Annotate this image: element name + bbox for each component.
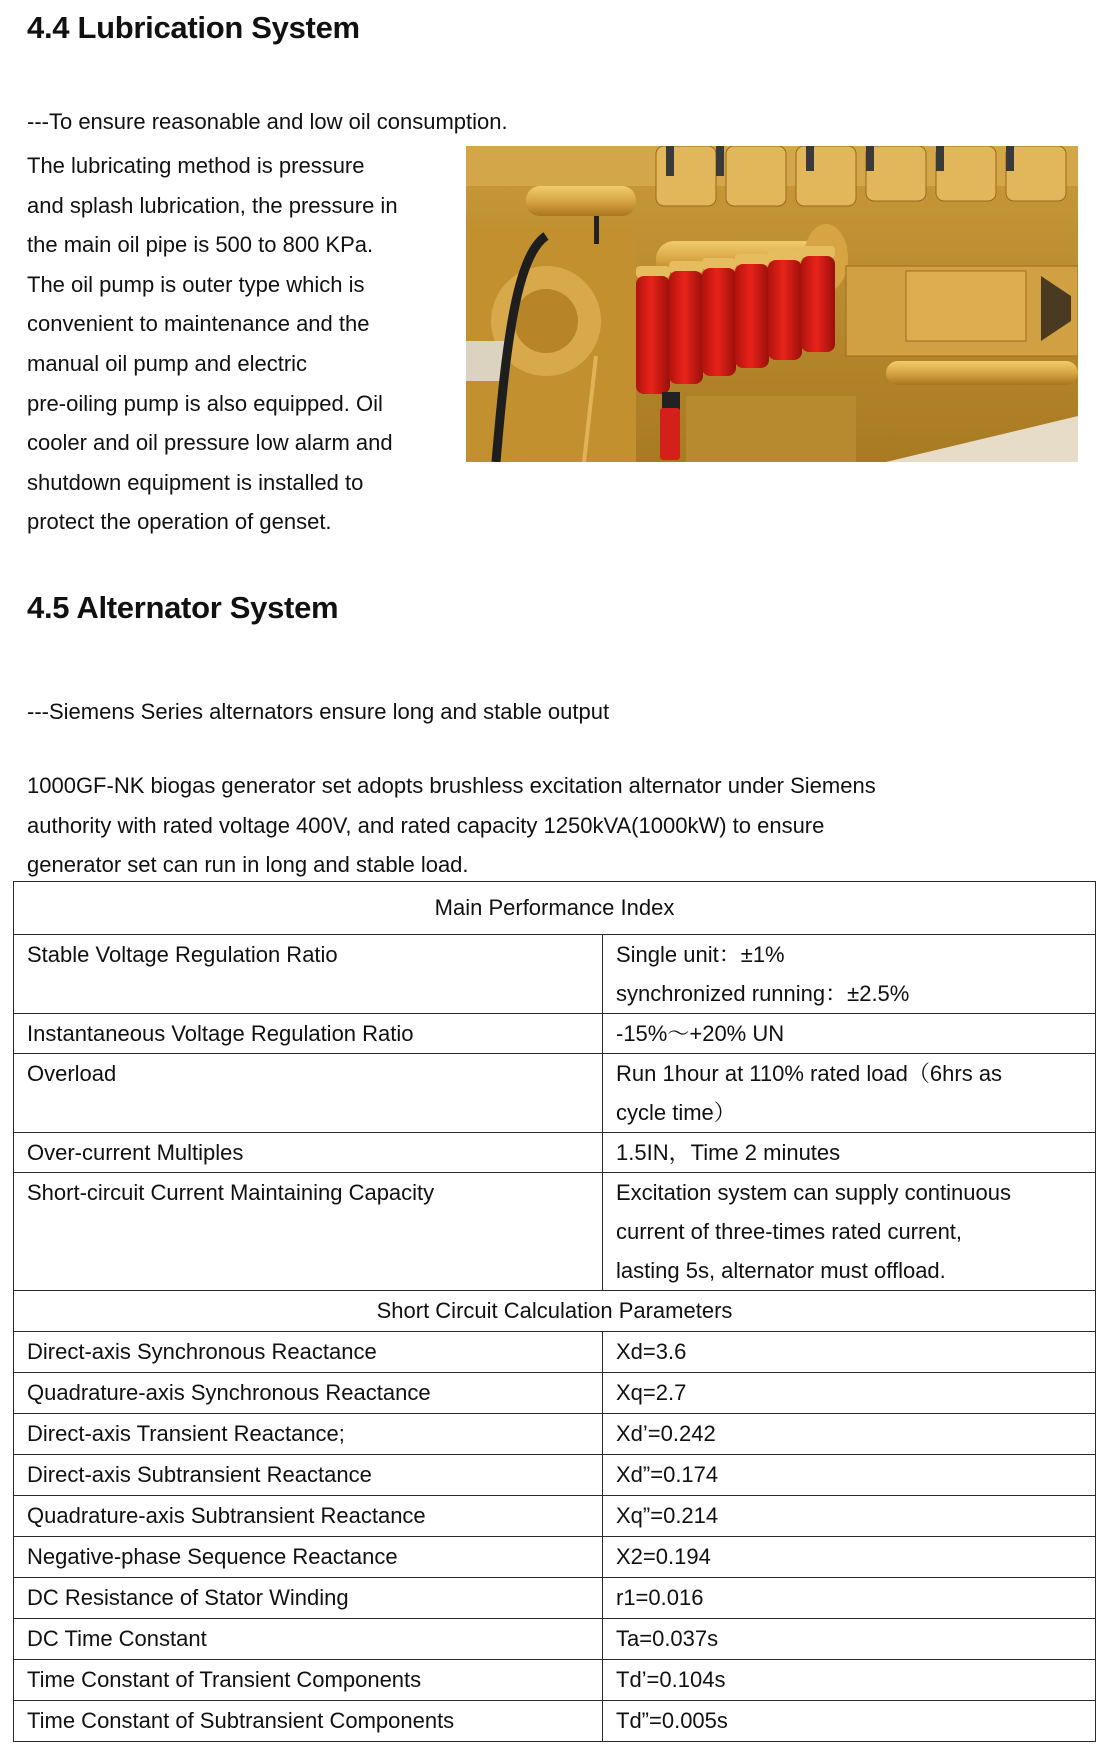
row-label: Negative-phase Sequence Reactance — [14, 1537, 603, 1578]
table-row — [14, 1537, 1096, 1578]
text-line: manual oil pump and electric — [27, 350, 308, 376]
value-line: lasting 5s, alternator must offload. — [616, 1258, 946, 1283]
text-line: 1000GF-NK biogas generator set adopts brushless excitation alternator under Siemens — [27, 773, 876, 798]
value-line: -15%～+20% UN — [616, 1021, 785, 1046]
value-line: 1.5IN，Time 2 minutes — [616, 1140, 841, 1165]
row-value — [603, 1173, 1096, 1291]
row-value — [603, 1014, 1096, 1054]
table-row — [14, 1173, 1096, 1291]
row-value: Xd=3.6 — [603, 1332, 1096, 1373]
row-value: Td”=0.005s — [603, 1701, 1096, 1742]
table-row — [14, 1619, 1096, 1660]
table-row — [14, 1701, 1096, 1742]
lubrication-description — [27, 146, 457, 542]
row-label: Direct-axis Synchronous Reactance — [14, 1332, 603, 1373]
row-value: Xd’=0.242 — [603, 1414, 1096, 1455]
row-label: Instantaneous Voltage Regulation Ratio — [14, 1014, 603, 1054]
value-line: Single unit：±1% — [616, 942, 785, 967]
row-label: Time Constant of Transient Components — [14, 1660, 603, 1701]
row-value — [603, 1133, 1096, 1173]
table-row — [14, 1660, 1096, 1701]
row-value: X2=0.194 — [603, 1537, 1096, 1578]
value-line: synchronized running：±2.5% — [616, 981, 910, 1006]
row-label: Quadrature-axis Synchronous Reactance — [14, 1373, 603, 1414]
row-label: DC Resistance of Stator Winding — [14, 1578, 603, 1619]
text-line: The oil pump is outer type which is — [27, 271, 365, 297]
table-row — [14, 1054, 1096, 1133]
row-value: Ta=0.037s — [603, 1619, 1096, 1660]
engine-oil-filter-photo — [466, 146, 1078, 462]
alternator-spec-table — [13, 881, 1096, 1742]
text-line: generator set can run in long and stable load. — [27, 852, 469, 877]
row-value: Xq=2.7 — [603, 1373, 1096, 1414]
table-section-header — [14, 882, 1096, 935]
row-label: Over-current Multiples — [14, 1133, 603, 1173]
section-title-short-circuit: Short Circuit Calculation Parameters — [14, 1291, 1096, 1332]
row-label: Direct-axis Transient Reactance; — [14, 1414, 603, 1455]
table-row — [14, 1578, 1096, 1619]
table-row — [14, 1332, 1096, 1373]
row-value — [603, 1054, 1096, 1133]
row-value — [603, 935, 1096, 1014]
text-line: the main oil pipe is 500 to 800 KPa. — [27, 232, 374, 258]
table-row — [14, 1014, 1096, 1054]
text-line: convenient to maintenance and the — [27, 311, 370, 337]
value-line: Run 1hour at 110% rated load（6hrs as — [616, 1061, 1003, 1086]
text-line: cooler and oil pressure low alarm and — [27, 430, 393, 456]
lubrication-intro: ---To ensure reasonable and low oil consumption. — [27, 109, 508, 134]
row-label: Short-circuit Current Maintaining Capacity — [14, 1173, 603, 1291]
table-section-header — [14, 1291, 1096, 1332]
text-line: pre-oiling pump is also equipped. Oil — [27, 390, 383, 416]
section-heading-lubrication: 4.4 Lubrication System — [27, 10, 360, 45]
value-line: Excitation system can supply continuous — [616, 1180, 1011, 1205]
value-line: cycle time） — [616, 1100, 736, 1125]
text-line: The lubricating method is pressure — [27, 153, 365, 178]
row-label: Overload — [14, 1054, 603, 1133]
row-label: Direct-axis Subtransient Reactance — [14, 1455, 603, 1496]
row-label: Time Constant of Subtransient Components — [14, 1701, 603, 1742]
text-line: authority with rated voltage 400V, and rated capacity 1250kVA(1000kW) to ensure — [27, 812, 825, 838]
row-label: DC Time Constant — [14, 1619, 603, 1660]
row-value: Xd”=0.174 — [603, 1455, 1096, 1496]
section-heading-alternator: 4.5 Alternator System — [27, 590, 339, 625]
table-row — [14, 1414, 1096, 1455]
text-line: shutdown equipment is installed to — [27, 469, 364, 495]
table-row — [14, 1496, 1096, 1537]
row-value: Xq”=0.214 — [603, 1496, 1096, 1537]
section-title-main-performance: Main Performance Index — [14, 882, 1096, 935]
row-value: Td’=0.104s — [603, 1660, 1096, 1701]
text-line: and splash lubrication, the pressure in — [27, 192, 398, 218]
row-label: Quadrature-axis Subtransient Reactance — [14, 1496, 603, 1537]
table-row — [14, 1373, 1096, 1414]
row-value: r1=0.016 — [603, 1578, 1096, 1619]
table-row — [14, 935, 1096, 1014]
table-row — [14, 1133, 1096, 1173]
alternator-description — [27, 766, 876, 885]
text-line: protect the operation of genset. — [27, 509, 332, 535]
value-line: current of three-times rated current, — [616, 1219, 963, 1244]
row-label: Stable Voltage Regulation Ratio — [14, 935, 603, 1014]
table-row — [14, 1455, 1096, 1496]
alternator-intro: ---Siemens Series alternators ensure long and stable output — [27, 699, 610, 724]
